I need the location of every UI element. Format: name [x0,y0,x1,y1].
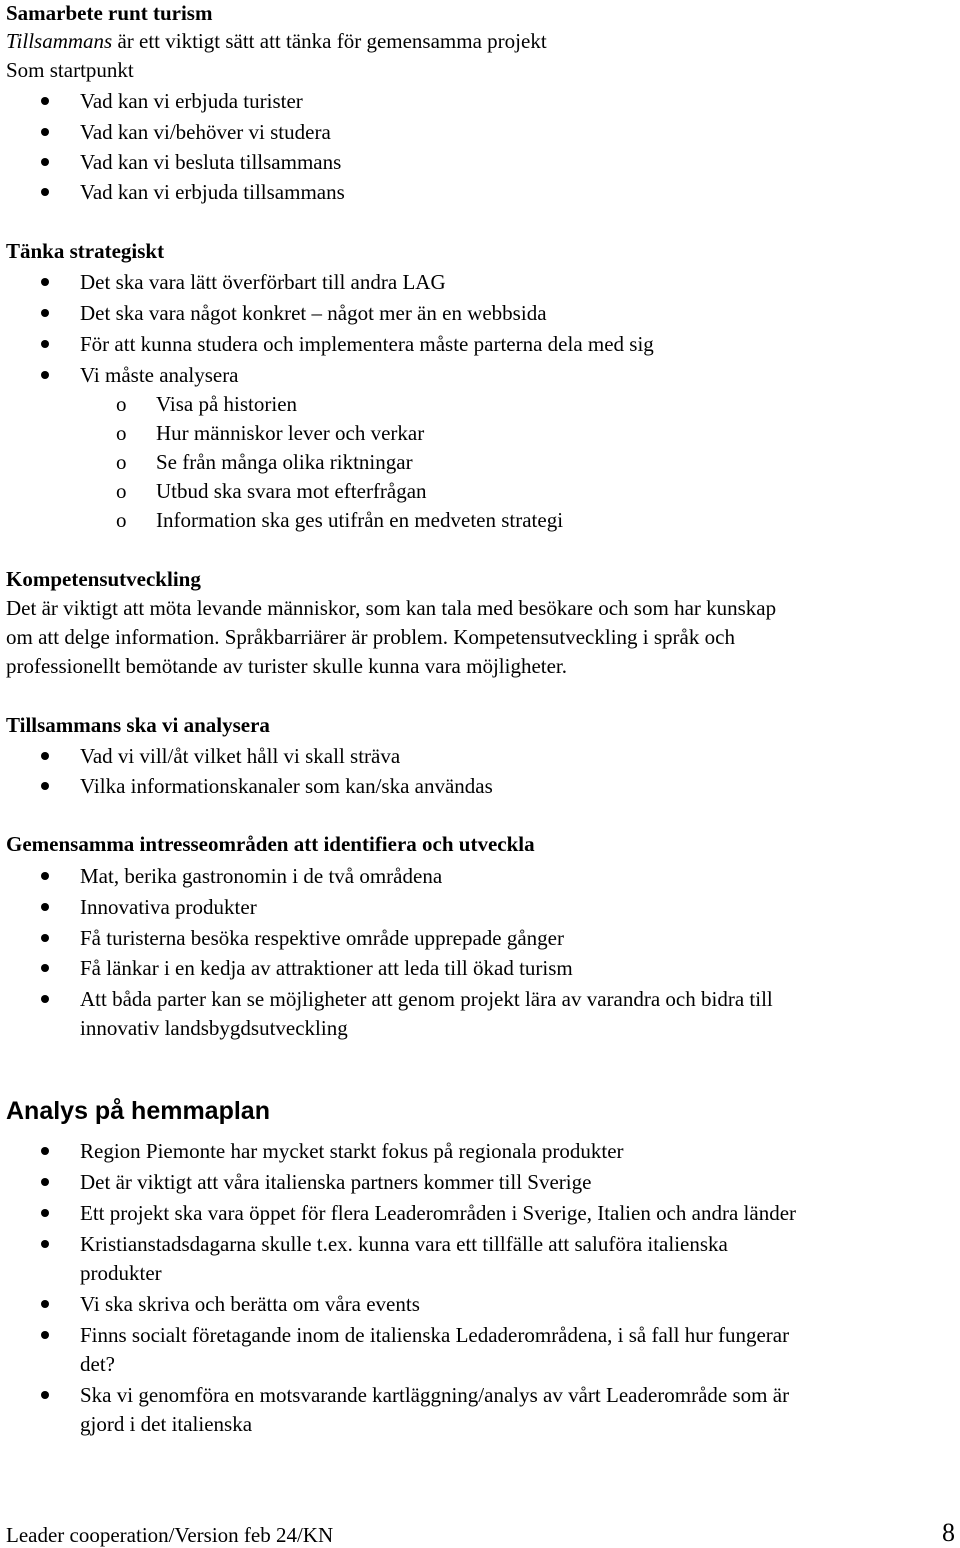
list-item: Vad vi vill/åt vilket håll vi skall sträva [80,744,401,768]
list-item: Vad kan vi erbjuda turister [80,89,303,113]
bullet-icon [41,964,49,972]
bullet-icon [41,158,49,166]
section-title: Samarbete runt turism [6,1,213,25]
sub-marker: o [116,421,127,445]
list-item: Det är viktigt att våra italienska partners kommer till Sverige [80,1170,592,1194]
page-number: 8 [942,1518,955,1547]
paragraph-line: professionellt bemötande av turister skulle kunna vara möjligheter. [6,654,568,678]
list-item: Vad kan vi erbjuda tillsammans [80,180,345,204]
section-title: Kompetensutveckling [6,567,201,591]
bullet-icon [41,1209,49,1217]
footer-text: Leader cooperation/Version feb 24/KN [6,1523,334,1547]
section-heading: Analys på hemmaplan [6,1097,270,1125]
sub-marker: o [116,392,127,416]
list-item: Region Piemonte har mycket starkt fokus på regionala produkter [80,1139,624,1163]
list-item-continuation: det? [80,1352,115,1376]
bullet-icon [41,995,49,1003]
list-item: Få länkar i en kedja av attraktioner att leda till ökad turism [80,956,573,980]
list-item: Kristianstadsdagarna skulle t.ex. kunna vara ett tillfälle att saluföra italienska [80,1232,728,1256]
list-item: Att båda parter kan se möjligheter att genom projekt lära av varandra och bidra till [80,987,773,1011]
list-item-continuation: produkter [80,1261,162,1285]
paragraph-line: om att delge information. Språkbarriärer är problem. Kompetensutveckling i språk och [6,625,735,649]
list-item: Vad kan vi/behöver vi studera [80,120,331,144]
bullet-icon [41,371,49,379]
list-item: Det ska vara lätt överförbart till andra LAG [80,270,446,294]
list-item: Ska vi genomföra en motsvarande kartläggning/analys av vårt Leaderområde som är [80,1383,790,1407]
list-item: Ett projekt ska vara öppet för flera Leaderområden i Sverige, Italien och andra länder [80,1201,797,1225]
list-item-continuation: innovativ landsbygdsutveckling [80,1016,348,1040]
bullet-icon [41,903,49,911]
bullet-icon [41,188,49,196]
sub-marker: o [116,508,127,532]
sub-list-item: Se från många olika riktningar [156,450,413,474]
bullet-icon [41,934,49,942]
list-item: Vi ska skriva och berätta om våra events [80,1292,420,1316]
intro-line-2: Som startpunkt [6,58,134,82]
bullet-icon [41,340,49,348]
bullet-icon [41,1240,49,1248]
bullet-icon [41,97,49,105]
sub-list-item: Hur människor lever och verkar [156,421,425,445]
bullet-icon [41,1147,49,1155]
bullet-icon [41,128,49,136]
list-item: Få turisterna besöka respektive område upprepade gånger [80,926,564,950]
sub-list-item: Utbud ska svara mot efterfrågan [156,479,427,503]
intro-rest: är ett viktigt sätt att tänka för gemensamma projekt [112,29,547,53]
list-item: För att kunna studera och implementera måste parterna dela med sig [80,332,654,356]
bullet-icon [41,1331,49,1339]
list-item-continuation: gjord i det italienska [80,1412,253,1436]
list-item: Vad kan vi besluta tillsammans [80,150,342,174]
paragraph-line: Det är viktigt att möta levande människor, som kan tala med besökare och som har kunskap [6,596,777,620]
intro-italic-word: Tillsammans [6,29,113,53]
list-item: Vi måste analysera [80,363,239,387]
list-item: Det ska vara något konkret – något mer än en webbsida [80,301,547,325]
section-title: Gemensamma intresseområden att identifiera och utveckla [6,832,535,856]
bullet-icon [41,752,49,760]
sub-marker: o [116,479,127,503]
intro-line [6,28,547,54]
sub-list-item: Visa på historien [156,392,298,416]
sub-marker: o [116,450,127,474]
list-item: Mat, berika gastronomin i de två områdena [80,864,443,888]
bullet-icon [41,1391,49,1399]
bullet-icon [41,309,49,317]
section-title: Tillsammans ska vi analysera [6,713,270,737]
list-item: Finns socialt företagande inom de italienska Ledaderområdena, i så fall hur fungerar [80,1323,790,1347]
list-item: Innovativa produkter [80,895,257,919]
list-item: Vilka informationskanaler som kan/ska användas [80,774,493,798]
bullet-icon [41,278,49,286]
bullet-icon [41,782,49,790]
bullet-icon [41,872,49,880]
bullet-icon [41,1178,49,1186]
section-title: Tänka strategiskt [6,239,165,263]
bullet-icon [41,1300,49,1308]
sub-list-item: Information ska ges utifrån en medveten strategi [156,508,564,532]
